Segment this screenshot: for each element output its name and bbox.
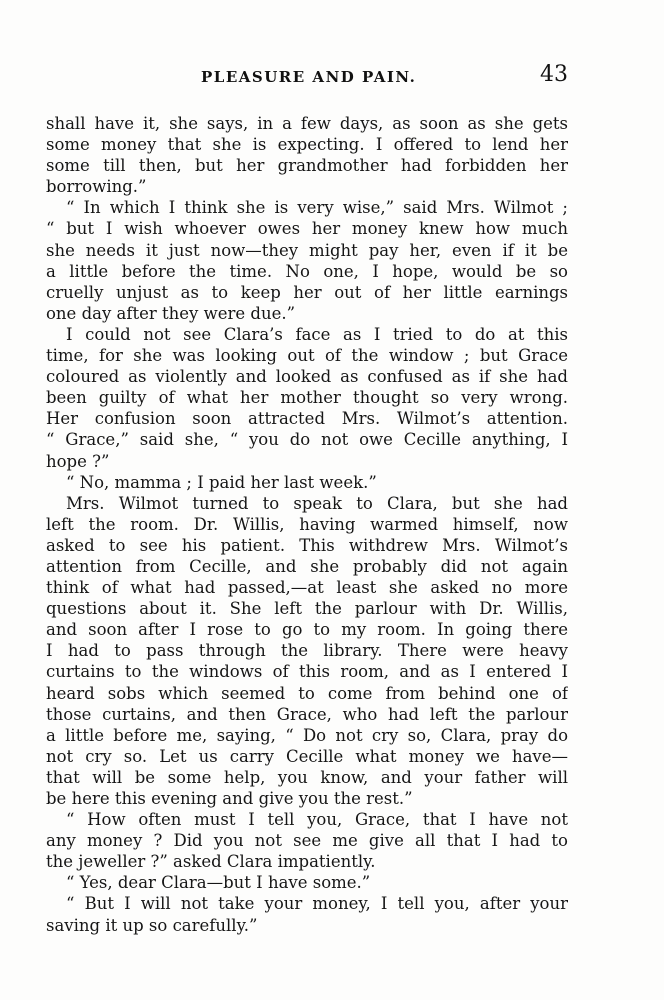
text-line: “ Grace,” said she, “ you do not owe Cecille anything, I <box>46 430 568 450</box>
page-header <box>46 62 568 92</box>
text-line: she needs it just now—they might pay her, even if it be <box>46 240 568 260</box>
text-line: hope ?” <box>46 451 110 471</box>
text-line: saving it up so carefully.” <box>46 915 258 935</box>
text-line: “ but I wish whoever owes her money knew how much <box>46 219 568 239</box>
text-line: borrowing.” <box>46 177 147 197</box>
page-number: 43 <box>540 62 568 87</box>
text-line: “ How often must I tell you, Grace, that I have not <box>66 810 568 830</box>
text-line: Mrs. Wilmot turned to speak to Clara, but she had <box>66 493 568 513</box>
text-line: left the room. Dr. Willis, having warmed himself, now <box>46 514 568 534</box>
text-line: a little before me, saying, “ Do not cry so, Clara, pray do <box>46 725 568 745</box>
text-line: curtains to the windows of this room, and as I entered I <box>46 662 568 682</box>
body-text <box>46 113 568 936</box>
text-line: time, for she was looking out of the window ; but Grace <box>46 346 568 366</box>
text-line: I had to pass through the library. There were heavy <box>46 641 568 661</box>
text-line: any money ? Did you not see me give all that I had to <box>46 831 568 851</box>
text-line: those curtains, and then Grace, who had left the parlour <box>46 704 568 724</box>
text-line: “ In which I think she is very wise,” said Mrs. Wilmot ; <box>66 198 568 218</box>
text-line: heard sobs which seemed to come from behind one of <box>46 683 568 703</box>
text-line: I could not see Clara’s face as I tried to do at this <box>66 324 568 344</box>
text-line: attention from Cecille, and she probably did not again <box>46 556 568 576</box>
running-title: PLEASURE AND PAIN. <box>201 68 417 86</box>
text-line: a little before the time. No one, I hope, would be so <box>46 261 568 281</box>
text-line: that will be some help, you know, and your father will <box>46 767 568 787</box>
text-line: been guilty of what her mother thought so very wrong. <box>46 388 568 408</box>
text-line: not cry so. Let us carry Cecille what money we have— <box>46 746 568 766</box>
text-line: the jeweller ?” asked Clara impatiently. <box>46 852 376 872</box>
text-line: “ But I will not take your money, I tell you, after your <box>66 894 568 914</box>
text-line: coloured as violently and looked as confused as if she had <box>46 367 568 387</box>
text-line: be here this evening and give you the rest.” <box>46 789 413 808</box>
text-line: “ No, mamma ; I paid her last week.” <box>66 472 377 492</box>
text-line: cruelly unjust as to keep her out of her little earnings <box>46 282 568 302</box>
text-line: some till then, but her grandmother had forbidden her <box>46 156 568 176</box>
text-line: “ Yes, dear Clara—but I have some.” <box>66 873 371 893</box>
text-line: and soon after I rose to go to my room. In going there <box>46 620 568 640</box>
text-line: asked to see his patient. This withdrew Mrs. Wilmot’s <box>46 535 568 555</box>
text-line: one day after they were due.” <box>46 303 296 323</box>
text-line: think of what had passed,—at least she asked no more <box>46 578 568 598</box>
text-line: some money that she is expecting. I offered to lend her <box>46 135 568 155</box>
text-line: Her confusion soon attracted Mrs. Wilmot’s attention. <box>46 409 568 429</box>
text-line: shall have it, she says, in a few days, as soon as she gets <box>46 114 568 133</box>
text-line: questions about it. She left the parlour with Dr. Willis, <box>46 599 568 619</box>
